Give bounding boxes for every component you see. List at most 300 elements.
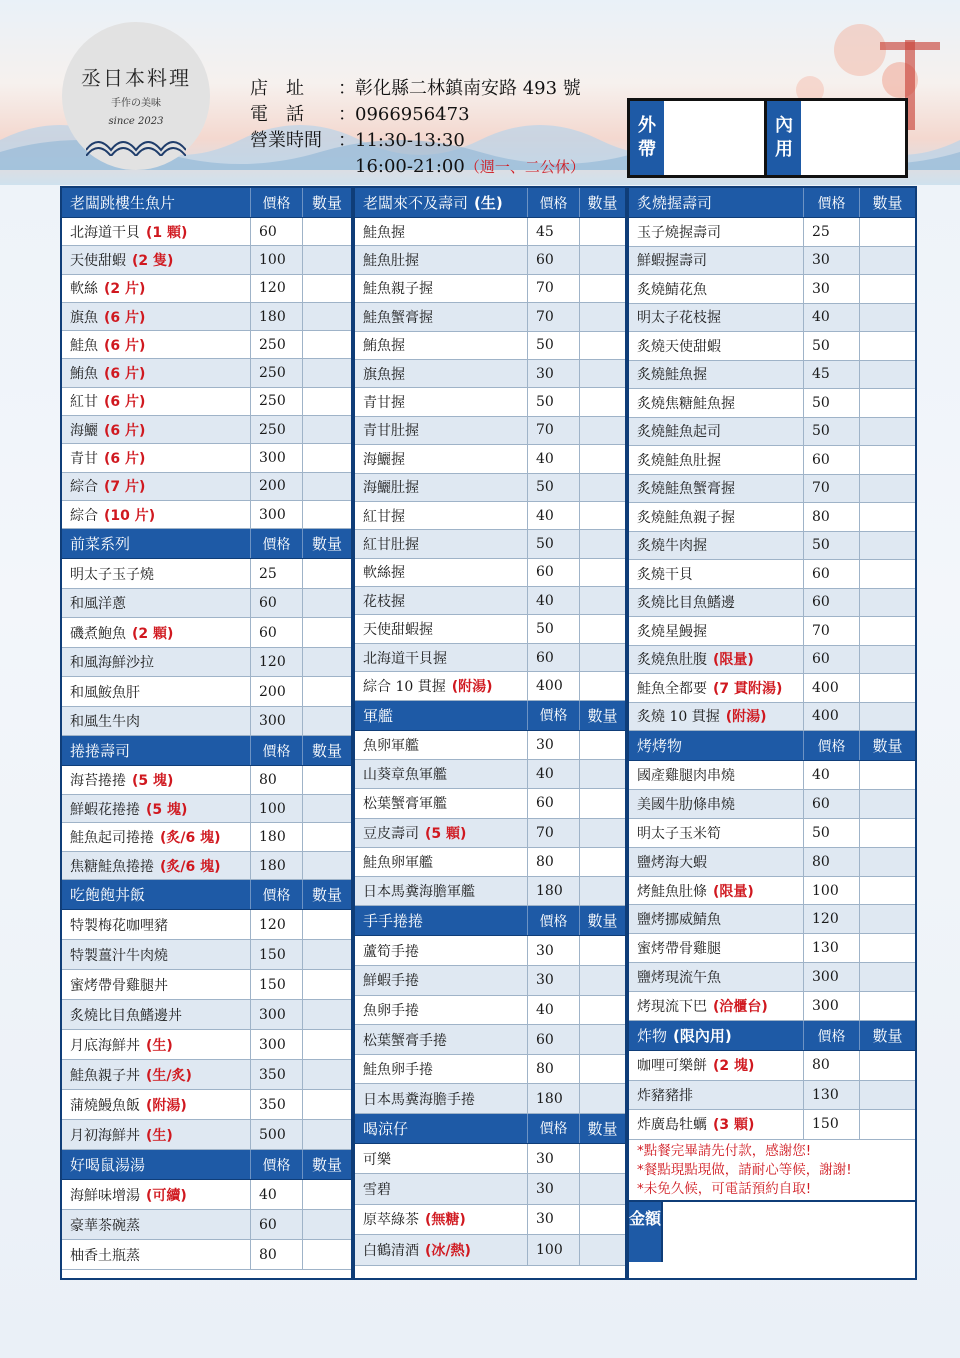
item-price: 25 bbox=[250, 559, 302, 588]
item-price: 100 bbox=[250, 795, 302, 823]
item-qty-input[interactable] bbox=[859, 332, 915, 360]
menu-item-row bbox=[629, 848, 915, 877]
item-name: 綜合 bbox=[70, 507, 98, 524]
closed-days-note: （週一、二公休） bbox=[464, 158, 585, 176]
menu-item-row bbox=[629, 646, 915, 675]
item-qty-input[interactable] bbox=[302, 303, 351, 330]
item-qty-input[interactable] bbox=[859, 963, 915, 991]
menu-item-row bbox=[629, 332, 915, 361]
item-note: (2 顆) bbox=[132, 625, 174, 642]
item-price: 50 bbox=[803, 532, 859, 560]
item-name: 柚香土瓶蒸 bbox=[70, 1247, 140, 1264]
item-name-cell bbox=[62, 559, 250, 588]
item-qty-input[interactable] bbox=[859, 304, 915, 332]
menu-item-row bbox=[355, 1144, 625, 1174]
total-amount-box bbox=[629, 1202, 915, 1262]
section-header-soup bbox=[62, 1150, 351, 1180]
item-name-cell bbox=[355, 819, 527, 847]
item-qty-input[interactable] bbox=[859, 503, 915, 531]
item-name-cell bbox=[629, 646, 803, 674]
item-qty-input[interactable] bbox=[579, 615, 625, 642]
item-qty-input[interactable] bbox=[859, 446, 915, 474]
menu-item-row bbox=[62, 559, 351, 589]
qty-header: 數量 bbox=[579, 906, 625, 935]
item-qty-input[interactable] bbox=[579, 936, 625, 965]
menu-item-row bbox=[629, 532, 915, 561]
item-qty-input[interactable] bbox=[579, 218, 625, 245]
item-name: 日本馬糞海膽手捲 bbox=[363, 1091, 475, 1108]
menu-item-row bbox=[355, 417, 625, 445]
section-header-sashimi bbox=[62, 188, 351, 218]
item-price: 60 bbox=[527, 1025, 579, 1054]
section-title-note: (限內用) bbox=[673, 1027, 732, 1046]
menu-item-row bbox=[355, 445, 625, 473]
item-name: 月初海鮮丼 bbox=[70, 1127, 140, 1144]
item-qty-input[interactable] bbox=[579, 996, 625, 1025]
item-name: 鮭魚親子握 bbox=[363, 281, 433, 298]
item-name-cell bbox=[62, 359, 250, 386]
menu-item-row bbox=[629, 877, 915, 906]
item-qty-input[interactable] bbox=[579, 530, 625, 557]
item-name-cell bbox=[629, 819, 803, 847]
item-qty-input[interactable] bbox=[859, 761, 915, 789]
price-header: 價格 bbox=[250, 188, 302, 217]
item-qty-input[interactable] bbox=[579, 789, 625, 817]
item-note: (6 片) bbox=[104, 366, 146, 383]
menu-item-row bbox=[355, 1025, 625, 1055]
item-name: 特製梅花咖哩豬 bbox=[70, 917, 168, 934]
item-qty-input[interactable] bbox=[579, 587, 625, 614]
item-note: (附湯) bbox=[146, 1097, 187, 1114]
section-title bbox=[62, 529, 250, 558]
item-name-cell bbox=[355, 474, 527, 501]
item-price: 45 bbox=[527, 218, 579, 245]
item-price: 70 bbox=[527, 275, 579, 302]
menu-item-row bbox=[355, 474, 625, 502]
section-header-rice bbox=[62, 880, 351, 910]
section-header-gunkan bbox=[355, 701, 625, 731]
item-price: 50 bbox=[803, 332, 859, 360]
price-header: 價格 bbox=[803, 731, 859, 760]
item-name: 鮭魚肚握 bbox=[363, 253, 419, 270]
item-qty-input[interactable] bbox=[579, 388, 625, 415]
item-name-cell bbox=[62, 303, 250, 330]
item-name: 焦糖鮭魚捲捲 bbox=[70, 858, 154, 875]
total-amount-field[interactable] bbox=[665, 1202, 915, 1262]
item-name: 鹽烤現流午魚 bbox=[637, 970, 721, 987]
menu-item-row bbox=[62, 766, 351, 795]
item-qty-input[interactable] bbox=[859, 475, 915, 503]
item-qty-input[interactable] bbox=[302, 1000, 351, 1029]
item-price: 40 bbox=[527, 587, 579, 614]
item-price: 250 bbox=[250, 331, 302, 358]
menu-item-row bbox=[62, 1090, 351, 1120]
menu-item-row bbox=[355, 1055, 625, 1085]
menu-item-row bbox=[355, 303, 625, 331]
menu-item-row bbox=[355, 275, 625, 303]
item-name-cell bbox=[629, 1110, 803, 1139]
item-qty-input[interactable] bbox=[859, 934, 915, 962]
item-name: 炙燒鮭魚親子握 bbox=[637, 509, 735, 526]
item-name: 鮭魚蟹膏握 bbox=[363, 309, 433, 326]
item-qty-input[interactable] bbox=[579, 417, 625, 444]
item-qty-input[interactable] bbox=[579, 1174, 625, 1203]
menu-item-row bbox=[62, 1180, 351, 1210]
item-qty-input[interactable] bbox=[302, 1240, 351, 1269]
item-name-cell bbox=[62, 388, 250, 415]
item-name: 山葵章魚軍艦 bbox=[363, 767, 447, 784]
item-name: 蜜烤帶骨雞腿丼 bbox=[70, 977, 168, 994]
item-name-cell bbox=[355, 731, 527, 759]
item-name-cell bbox=[629, 674, 803, 702]
item-note: (3 顆) bbox=[713, 1117, 755, 1134]
item-qty-input[interactable] bbox=[859, 361, 915, 389]
item-qty-input[interactable] bbox=[859, 247, 915, 275]
item-qty-input[interactable] bbox=[859, 589, 915, 617]
item-name-cell bbox=[629, 703, 803, 731]
item-qty-input[interactable] bbox=[859, 532, 915, 560]
item-qty-input[interactable] bbox=[302, 331, 351, 358]
item-qty-input[interactable] bbox=[302, 1090, 351, 1119]
item-name: 明太子玉子燒 bbox=[70, 566, 154, 583]
menu-item-row bbox=[629, 446, 915, 475]
menu-item-row bbox=[62, 1030, 351, 1060]
item-qty-input[interactable] bbox=[302, 1030, 351, 1059]
item-name-cell bbox=[62, 218, 250, 245]
price-header: 價格 bbox=[527, 188, 579, 217]
item-price: 30 bbox=[803, 275, 859, 303]
item-name-cell bbox=[629, 218, 803, 246]
item-name: 青甘 bbox=[70, 451, 98, 468]
section-header-grill bbox=[629, 731, 915, 761]
menu-item-row bbox=[355, 877, 625, 906]
item-price: 120 bbox=[250, 275, 302, 302]
item-price: 60 bbox=[803, 790, 859, 818]
item-price: 120 bbox=[803, 905, 859, 933]
menu-item-row bbox=[355, 789, 625, 818]
item-qty-input[interactable] bbox=[302, 1060, 351, 1089]
menu-item-row bbox=[62, 359, 351, 387]
logo-since: since 2023 bbox=[108, 116, 164, 127]
item-name-cell bbox=[629, 418, 803, 446]
menu-item-row bbox=[629, 617, 915, 646]
item-price: 80 bbox=[250, 766, 302, 794]
menu-item-row bbox=[355, 996, 625, 1026]
item-name: 軟絲 bbox=[70, 281, 98, 298]
item-qty-input[interactable] bbox=[302, 359, 351, 386]
item-qty-input[interactable] bbox=[302, 648, 351, 677]
item-name: 鹽烤挪威鯖魚 bbox=[637, 912, 721, 929]
menu-item-row bbox=[629, 589, 915, 618]
menu-item-row bbox=[62, 940, 351, 970]
item-price: 100 bbox=[250, 246, 302, 273]
item-name-cell bbox=[629, 503, 803, 531]
item-qty-input[interactable] bbox=[859, 848, 915, 876]
item-name-cell bbox=[629, 761, 803, 789]
item-qty-input[interactable] bbox=[302, 1210, 351, 1239]
item-name: 炙燒干貝 bbox=[637, 566, 693, 583]
item-name: 原萃綠茶 bbox=[363, 1212, 419, 1229]
item-name-cell bbox=[62, 677, 250, 706]
menu-item-row bbox=[62, 1000, 351, 1030]
item-price: 300 bbox=[250, 444, 302, 471]
item-qty-input[interactable] bbox=[302, 1180, 351, 1209]
item-price: 60 bbox=[527, 246, 579, 273]
item-qty-input[interactable] bbox=[859, 389, 915, 417]
item-qty-input[interactable] bbox=[579, 1084, 625, 1113]
item-qty-input[interactable] bbox=[579, 819, 625, 847]
item-qty-input[interactable] bbox=[302, 589, 351, 618]
item-price: 30 bbox=[527, 1144, 579, 1173]
item-qty-input[interactable] bbox=[859, 646, 915, 674]
item-qty-input[interactable] bbox=[579, 1025, 625, 1054]
menu-item-row bbox=[629, 934, 915, 963]
item-name: 紅甘握 bbox=[363, 508, 405, 525]
item-price: 60 bbox=[803, 589, 859, 617]
qty-header: 數量 bbox=[579, 188, 625, 217]
item-qty-input[interactable] bbox=[579, 559, 625, 586]
item-qty-input[interactable] bbox=[302, 275, 351, 302]
item-qty-input[interactable] bbox=[579, 1205, 625, 1234]
item-qty-input[interactable] bbox=[302, 388, 351, 415]
menu-item-row bbox=[355, 1084, 625, 1114]
item-qty-input[interactable] bbox=[859, 877, 915, 905]
item-price: 130 bbox=[803, 934, 859, 962]
phone-value[interactable]: 0966956473 bbox=[355, 104, 470, 125]
menu-item-row bbox=[355, 502, 625, 530]
item-qty-input[interactable] bbox=[579, 966, 625, 995]
item-qty-input[interactable] bbox=[579, 848, 625, 876]
item-name-cell bbox=[62, 648, 250, 677]
item-qty-input[interactable] bbox=[579, 445, 625, 472]
item-qty-input[interactable] bbox=[579, 760, 625, 788]
item-qty-input[interactable] bbox=[859, 790, 915, 818]
item-price: 120 bbox=[250, 648, 302, 677]
menu-column-3 bbox=[627, 186, 917, 1280]
item-qty-input[interactable] bbox=[859, 905, 915, 933]
item-name-cell bbox=[629, 877, 803, 905]
item-qty-input[interactable] bbox=[579, 275, 625, 302]
qty-header: 數量 bbox=[302, 880, 351, 909]
item-qty-input[interactable] bbox=[579, 731, 625, 759]
dinein-label: 內用 bbox=[767, 101, 801, 175]
item-qty-input[interactable] bbox=[302, 852, 351, 880]
item-qty-input[interactable] bbox=[302, 823, 351, 851]
item-price: 300 bbox=[250, 501, 302, 528]
item-qty-input[interactable] bbox=[579, 1055, 625, 1084]
item-name-cell bbox=[62, 1000, 250, 1029]
dinein-checkbox[interactable] bbox=[801, 101, 899, 175]
item-price: 80 bbox=[527, 848, 579, 876]
item-qty-input[interactable] bbox=[302, 910, 351, 939]
item-name: 鮮蝦手捲 bbox=[363, 973, 419, 990]
item-name: 鹽烤海大蝦 bbox=[637, 854, 707, 871]
menu-item-row bbox=[629, 963, 915, 992]
menu-item-row bbox=[355, 848, 625, 877]
item-price: 60 bbox=[250, 618, 302, 647]
item-note: (可續) bbox=[146, 1187, 187, 1204]
item-name: 紅甘肚握 bbox=[363, 536, 419, 553]
item-name-cell bbox=[629, 589, 803, 617]
item-name-cell bbox=[62, 910, 250, 939]
item-qty-input[interactable] bbox=[859, 1110, 915, 1139]
item-qty-input[interactable] bbox=[302, 677, 351, 706]
item-qty-input[interactable] bbox=[579, 672, 625, 699]
item-note: (1 顆) bbox=[146, 224, 188, 241]
item-name-cell bbox=[62, 331, 250, 358]
item-qty-input[interactable] bbox=[302, 970, 351, 999]
menu-item-row bbox=[629, 218, 915, 247]
item-name: 鮪魚 bbox=[70, 366, 98, 383]
menu-item-row bbox=[62, 303, 351, 331]
item-qty-input[interactable] bbox=[859, 617, 915, 645]
item-qty-input[interactable] bbox=[302, 795, 351, 823]
item-name: 海鱺肚握 bbox=[363, 480, 419, 497]
item-name-cell bbox=[355, 760, 527, 788]
item-qty-input[interactable] bbox=[859, 703, 915, 731]
item-note: (生/炙) bbox=[146, 1067, 192, 1084]
item-price: 500 bbox=[250, 1120, 302, 1149]
item-name: 鮮蝦花捲捲 bbox=[70, 801, 140, 818]
order-notes bbox=[629, 1140, 915, 1202]
menu-item-row bbox=[355, 1205, 625, 1235]
item-note: (2 塊) bbox=[713, 1058, 755, 1075]
item-qty-input[interactable] bbox=[579, 332, 625, 359]
item-name: 魚卵手捲 bbox=[363, 1002, 419, 1019]
section-title-text: 手手捲捲 bbox=[363, 912, 424, 931]
menu-item-row bbox=[62, 852, 351, 881]
item-qty-input[interactable] bbox=[579, 1144, 625, 1173]
item-qty-input[interactable] bbox=[859, 560, 915, 588]
section-title-text: 老闆來不及壽司 bbox=[363, 194, 469, 212]
item-note: (炙/6 塊) bbox=[160, 858, 221, 875]
item-name: 豆皮壽司 bbox=[363, 825, 419, 842]
menu-item-row bbox=[355, 360, 625, 388]
item-name-cell bbox=[629, 361, 803, 389]
menu-item-row bbox=[62, 501, 351, 529]
item-qty-input[interactable] bbox=[302, 218, 351, 245]
menu-item-row bbox=[629, 418, 915, 447]
item-price: 60 bbox=[250, 589, 302, 618]
colon: ： bbox=[338, 104, 356, 125]
item-qty-input[interactable] bbox=[302, 559, 351, 588]
item-qty-input[interactable] bbox=[579, 474, 625, 501]
item-name-cell bbox=[355, 789, 527, 817]
item-qty-input[interactable] bbox=[859, 992, 915, 1020]
item-qty-input[interactable] bbox=[859, 275, 915, 303]
item-name: 北海道干貝握 bbox=[363, 650, 447, 667]
colon: ： bbox=[338, 78, 356, 99]
item-note: (洽櫃台) bbox=[713, 999, 768, 1016]
item-qty-input[interactable] bbox=[579, 877, 625, 905]
item-name-cell bbox=[62, 1060, 250, 1089]
item-qty-input[interactable] bbox=[579, 360, 625, 387]
item-price: 30 bbox=[527, 966, 579, 995]
item-name: 青甘肚握 bbox=[363, 423, 419, 440]
item-qty-input[interactable] bbox=[302, 940, 351, 969]
menu-item-row bbox=[62, 275, 351, 303]
menu-item-row bbox=[629, 304, 915, 333]
menu-item-row bbox=[355, 936, 625, 966]
item-qty-input[interactable] bbox=[859, 1081, 915, 1110]
menu-item-row bbox=[355, 615, 625, 643]
item-name-cell bbox=[355, 848, 527, 876]
item-name: 雪碧 bbox=[363, 1182, 391, 1199]
item-price: 40 bbox=[527, 502, 579, 529]
item-qty-input[interactable] bbox=[302, 416, 351, 443]
menu-item-row bbox=[629, 790, 915, 819]
item-note: (6 片) bbox=[104, 394, 146, 411]
item-qty-input[interactable] bbox=[302, 618, 351, 647]
item-qty-input[interactable] bbox=[579, 502, 625, 529]
item-name-cell bbox=[629, 475, 803, 503]
takeout-checkbox[interactable] bbox=[664, 101, 764, 175]
item-price: 60 bbox=[803, 646, 859, 674]
item-qty-input[interactable] bbox=[302, 444, 351, 471]
item-name: 鮪魚握 bbox=[363, 338, 405, 355]
item-qty-input[interactable] bbox=[579, 644, 625, 671]
item-qty-input[interactable] bbox=[859, 819, 915, 847]
item-qty-input[interactable] bbox=[302, 501, 351, 528]
item-qty-input[interactable] bbox=[859, 418, 915, 446]
total-label: 金額 bbox=[629, 1202, 663, 1262]
item-qty-input[interactable] bbox=[579, 303, 625, 330]
menu-item-row bbox=[62, 648, 351, 678]
item-price: 130 bbox=[803, 1081, 859, 1110]
item-name: 炙燒鮭魚握 bbox=[637, 367, 707, 384]
item-name: 北海道干貝 bbox=[70, 224, 140, 241]
item-name: 炙燒焦糖鮭魚握 bbox=[637, 395, 735, 412]
item-name: 明太子玉米筍 bbox=[637, 825, 721, 842]
item-qty-input[interactable] bbox=[859, 674, 915, 702]
item-name-cell bbox=[62, 795, 250, 823]
qty-header: 數量 bbox=[302, 529, 351, 558]
item-price: 180 bbox=[527, 1084, 579, 1113]
item-price: 40 bbox=[527, 996, 579, 1025]
section-header-rolls bbox=[62, 736, 351, 766]
item-qty-input[interactable] bbox=[579, 1235, 625, 1264]
menu-item-row bbox=[62, 246, 351, 274]
item-price: 80 bbox=[250, 1240, 302, 1269]
item-qty-input[interactable] bbox=[859, 1051, 915, 1080]
item-qty-input[interactable] bbox=[302, 246, 351, 273]
item-price: 80 bbox=[803, 848, 859, 876]
item-price: 25 bbox=[803, 218, 859, 246]
item-name-cell bbox=[629, 617, 803, 645]
item-qty-input[interactable] bbox=[579, 246, 625, 273]
item-qty-input[interactable] bbox=[302, 707, 351, 736]
item-price: 60 bbox=[527, 644, 579, 671]
item-name-cell bbox=[355, 966, 527, 995]
item-qty-input[interactable] bbox=[859, 218, 915, 246]
item-price: 100 bbox=[803, 877, 859, 905]
item-price: 30 bbox=[527, 360, 579, 387]
item-name: 鮭魚親子丼 bbox=[70, 1067, 140, 1084]
item-qty-input[interactable] bbox=[302, 1120, 351, 1149]
menu-column-1 bbox=[60, 186, 353, 1280]
item-price: 50 bbox=[527, 332, 579, 359]
item-name-cell bbox=[355, 877, 527, 905]
qty-header: 數量 bbox=[302, 736, 351, 765]
menu-item-row bbox=[629, 819, 915, 848]
item-name: 國產雞腿肉串燒 bbox=[637, 767, 735, 784]
item-name-cell bbox=[355, 1055, 527, 1084]
section-title bbox=[629, 188, 803, 217]
item-qty-input[interactable] bbox=[302, 473, 351, 500]
address-value: 彰化縣二林鎮南安路 493 號 bbox=[355, 78, 581, 99]
item-name-cell bbox=[355, 332, 527, 359]
item-qty-input[interactable] bbox=[302, 766, 351, 794]
